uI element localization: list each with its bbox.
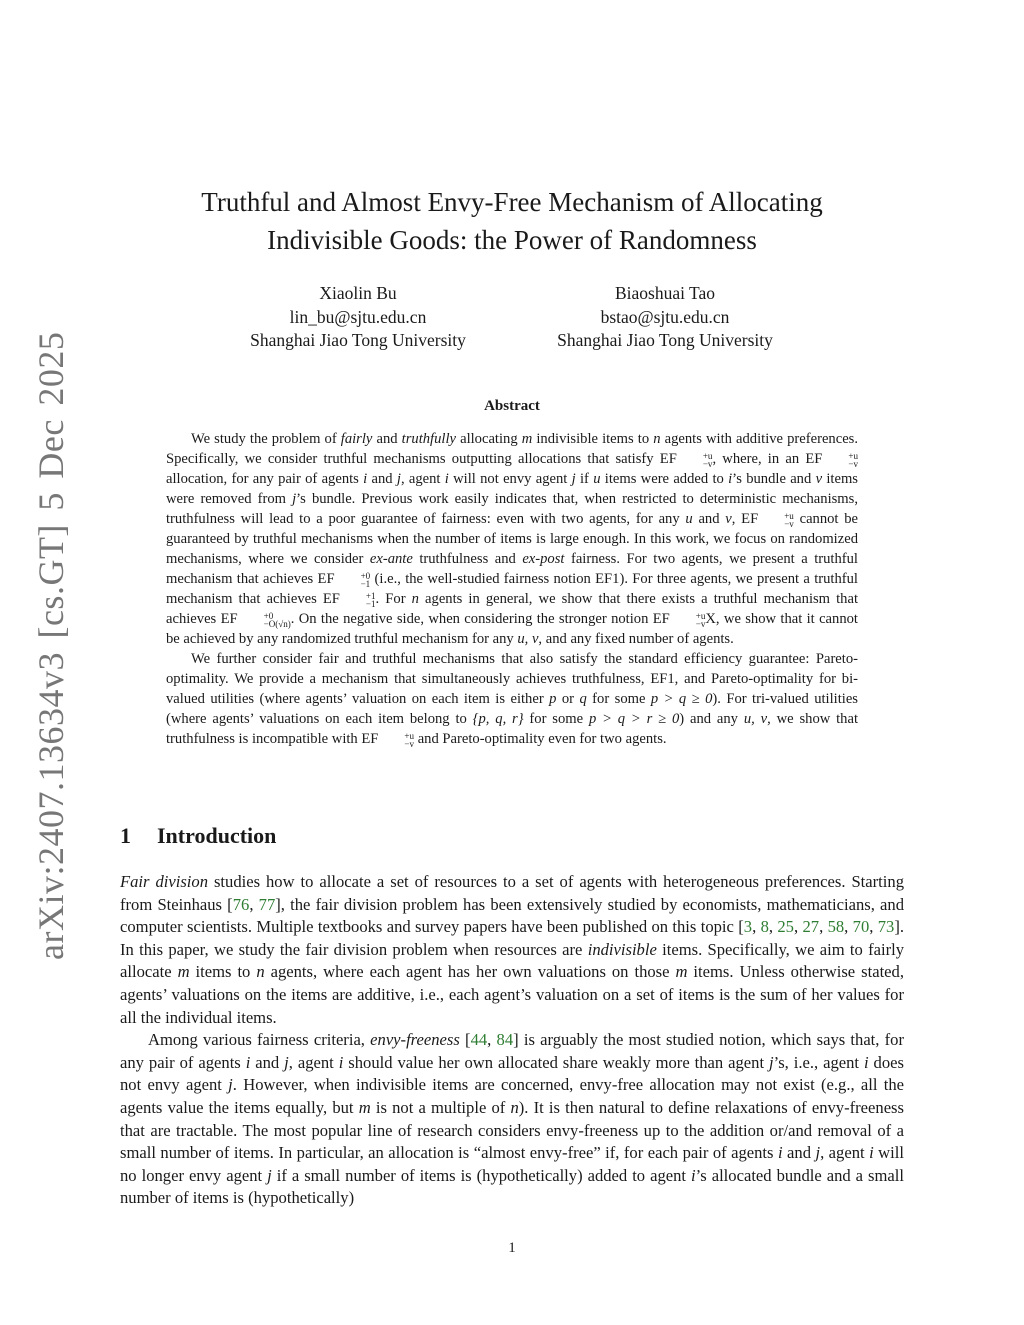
abstract-paragraph-2: We further consider fair and truthful mechanisms that also satisfy the standard efficiency guarantee: Pareto-optimality. We provide a mechanism that simultaneously achieves truthfulness, EF1, and Pareto-optimality for bi-valued utilities (where agents’ valuation on each item is either p or q for some p > q ≥ 0). For tri-valued utilities (where agents’ valuations on each item belong to {p, q, r} for some p > q > r ≥ 0) and any u, v, we show that truthfulness is incompatible with EF +u −v and Pareto-optimality even for two agents. bbox=[166, 651, 859, 749]
intro-paragraph-1: Fair division studies how to allocate a set of resources to a set of agents with heterogeneous preferences. Starting from Steinhaus [76, 77], the fair division problem has been extensively studied by economists, mathematicians, and computer scientists. Multiple textbooks and survey papers have been published on this topic [3, 8, 25, 27, 58, 70, 73]. In this paper, we study the fair division problem when resources are indivisible items. Specifically, we aim to fairly allocate m items to n agents, where each agent has her own valuations on those m items. Unless otherwise stated, agents’ valuations on the items are additive, i.e., each agent’s valuation on a set of items is the sum of her values for all the individual items. bbox=[120, 872, 905, 1027]
citation-link[interactable]: 44 bbox=[470, 1030, 488, 1050]
author-email: bstao@sjtu.edu.cn bbox=[600, 306, 730, 327]
author-1 bbox=[198, 282, 518, 353]
author-2 bbox=[505, 282, 825, 353]
intro-paragraph-2: Among various fairness criteria, envy-freeness [44, 84] is arguably the most studied notion, which says that, for any pair of agents i and j, agent i should value her own allocated share weakly more than agent j’s, i.e., agent i does not envy agent j. However, when indivisible items are concerned, envy-free allocation may not exist (e.g., all the agents value the items equally, but m is not a multiple of n). It is then natural to define relaxations of envy-freeness that are tractable. The most popular line of research considers envy-freeness up to the addition or/and removal of a small number of items. In particular, an allocation is “almost envy-free” if, for each pair of agents i and j, agent i will no longer envy agent j if a small number of items is (hypothetically) added to agent i’s allocated bundle and a small number of items is (hypothetically) bbox=[120, 1030, 904, 1208]
citation-link[interactable]: 8 bbox=[760, 917, 769, 937]
author-affiliation: Shanghai Jiao Tong University bbox=[557, 330, 773, 350]
paper-title bbox=[120, 183, 904, 259]
citation-link[interactable]: 70 bbox=[852, 917, 870, 937]
citation-link[interactable]: 3 bbox=[743, 917, 753, 937]
page-number: 1 bbox=[508, 1240, 516, 1256]
section-heading bbox=[120, 823, 276, 849]
author-name: Xiaolin Bu bbox=[319, 283, 397, 303]
title-line-2: Indivisible Goods: the Power of Randomness bbox=[267, 225, 757, 255]
author-name: Biaoshuai Tao bbox=[614, 283, 716, 303]
citation-link[interactable]: 27 bbox=[802, 917, 820, 937]
arxiv-identifier-stamp: arXiv:2407.13634v3 [cs.GT] 5 Dec 2025 bbox=[31, 331, 71, 960]
abstract-heading: Abstract bbox=[484, 398, 540, 414]
author-affiliation: Shanghai Jiao Tong University bbox=[250, 330, 466, 350]
citation-link[interactable]: 58 bbox=[827, 917, 845, 937]
citation-link[interactable]: 76 bbox=[232, 894, 250, 914]
abstract-body bbox=[166, 429, 858, 749]
section-number: 1 bbox=[120, 823, 131, 848]
introduction-body bbox=[120, 871, 904, 1210]
citation-link[interactable]: 73 bbox=[877, 917, 895, 937]
author-email: lin_bu@sjtu.edu.cn bbox=[289, 306, 427, 327]
section-title: Introduction bbox=[157, 823, 277, 848]
citation-link[interactable]: 84 bbox=[496, 1030, 514, 1050]
citation-link[interactable]: 77 bbox=[258, 894, 276, 914]
title-line-1: Truthful and Almost Envy-Free Mechanism of Allocating bbox=[201, 187, 823, 217]
citation-link[interactable]: 25 bbox=[777, 917, 794, 937]
abstract-paragraph-1: We study the problem of fairly and truthfully allocating m indivisible items to n agents with additive preferences. Specifically, we consider truthful mechanisms outputting allocations that satisfy EF +u −v , where, in an EF +u −v allocation, for any pair of agents i and j, agent i will not envy agent j if u items were added to i’s bundle and v items were removed from j’s bundle. Previous work easily indicates that, when restricted to deterministic mechanisms, truthfulness will lead to a poor guarantee of fairness: even with two agents, for any u and v, EF +u −v cannot be guaranteed by truthful mechanisms when the number of items is large enough. In this work, we focus on randomized mechanisms, where we consider ex-ante truthfulness and ex-post fairness. For two agents, we present a truthful mechanism that achieves EF +0 −1 (i.e., the well-studied fairness notion EF1). For three agents, we present a truthful mechanism that achieves EF +1 −1 . For n agents in general, we show that there exists a truthful mechanism that achieves EF +0 −O(√n) . On the negative side, when considering the stronger notion EF +u −v X, we show that it cannot be achieved by any randomized truthful mechanism for any u, v, and any fixed number of agents. bbox=[166, 431, 859, 647]
